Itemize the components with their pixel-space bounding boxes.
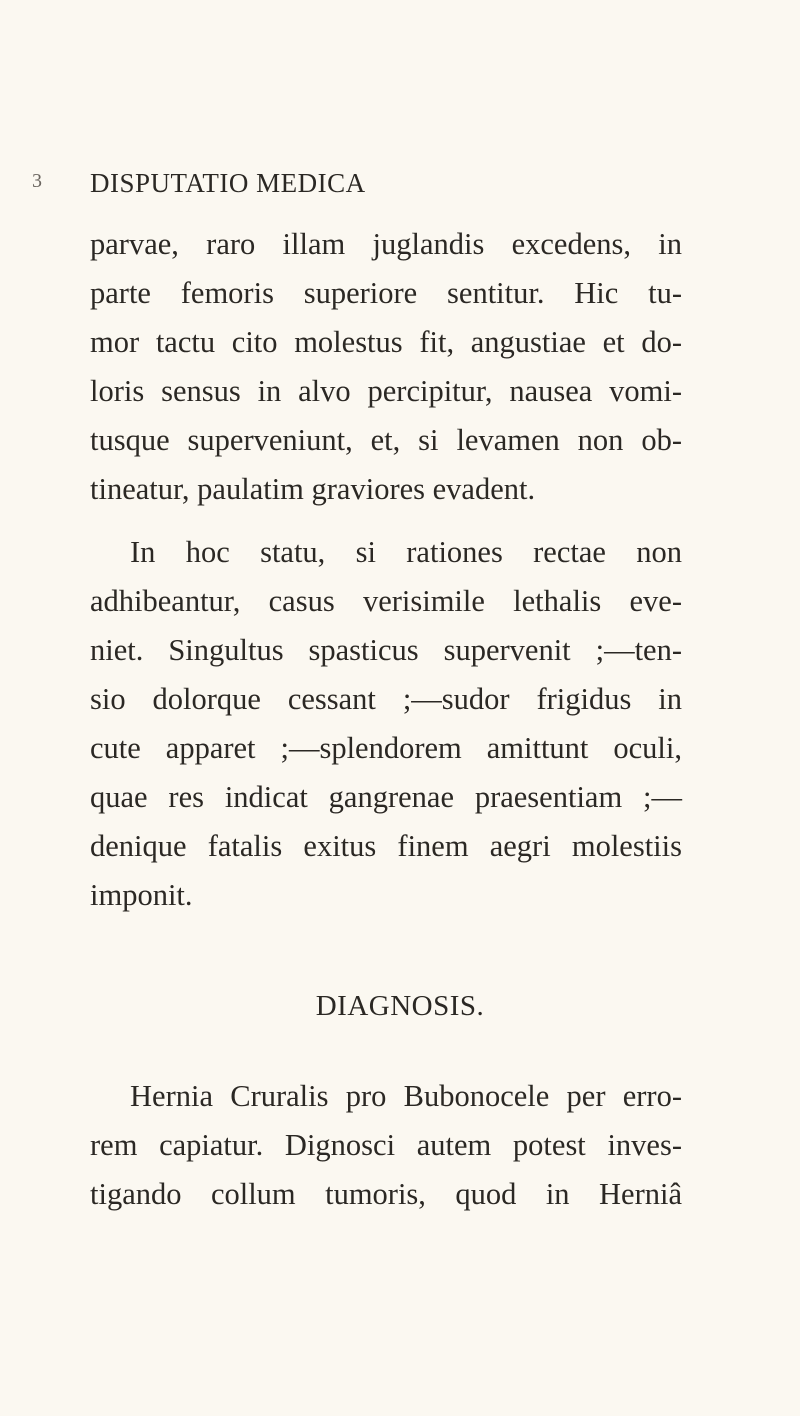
text-line: imponit.	[90, 878, 193, 912]
section-heading: DIAGNOSIS.	[315, 990, 485, 1022]
text-line: denique fatalis exitus finem aegri molestiis	[90, 829, 682, 863]
text-line: rem capiatur. Dignosci autem potest inves-	[90, 1128, 682, 1162]
text-line: adhibeantur, casus verisimile lethalis eve-	[90, 584, 682, 618]
text-line: In hoc statu, si rationes rectae non	[130, 535, 682, 569]
text-line: tusque superveniunt, et, si levamen non ob-	[90, 423, 682, 457]
text-line: tigando collum tumoris, quod in Herniâ	[90, 1177, 682, 1211]
text-line: tineatur, paulatim graviores evadent.	[90, 472, 536, 506]
text-line: mor tactu cito molestus fit, angustiae et do-	[90, 325, 682, 359]
running-head	[0, 168, 800, 204]
text-line: cute apparet ;—splendorem amittunt oculi,	[90, 731, 682, 765]
text-line: loris sensus in alvo percipitur, nausea vomi-	[90, 374, 682, 408]
text-line: Hernia Cruralis pro Bubonocele per erro-	[130, 1079, 682, 1113]
text-line: niet. Singultus spasticus supervenit ;—ten-	[90, 633, 682, 667]
text-line: parte femoris superiore sentitur. Hic tu-	[90, 276, 682, 310]
text-line: parvae, raro illam juglandis excedens, in	[90, 227, 682, 261]
text-line: quae res indicat gangrenae praesentiam ;—	[90, 780, 682, 814]
running-title: DISPUTATIO MEDICA	[90, 168, 366, 198]
text-line: sio dolorque cessant ;—sudor frigidus in	[90, 682, 682, 716]
page-number: 3	[32, 170, 42, 192]
